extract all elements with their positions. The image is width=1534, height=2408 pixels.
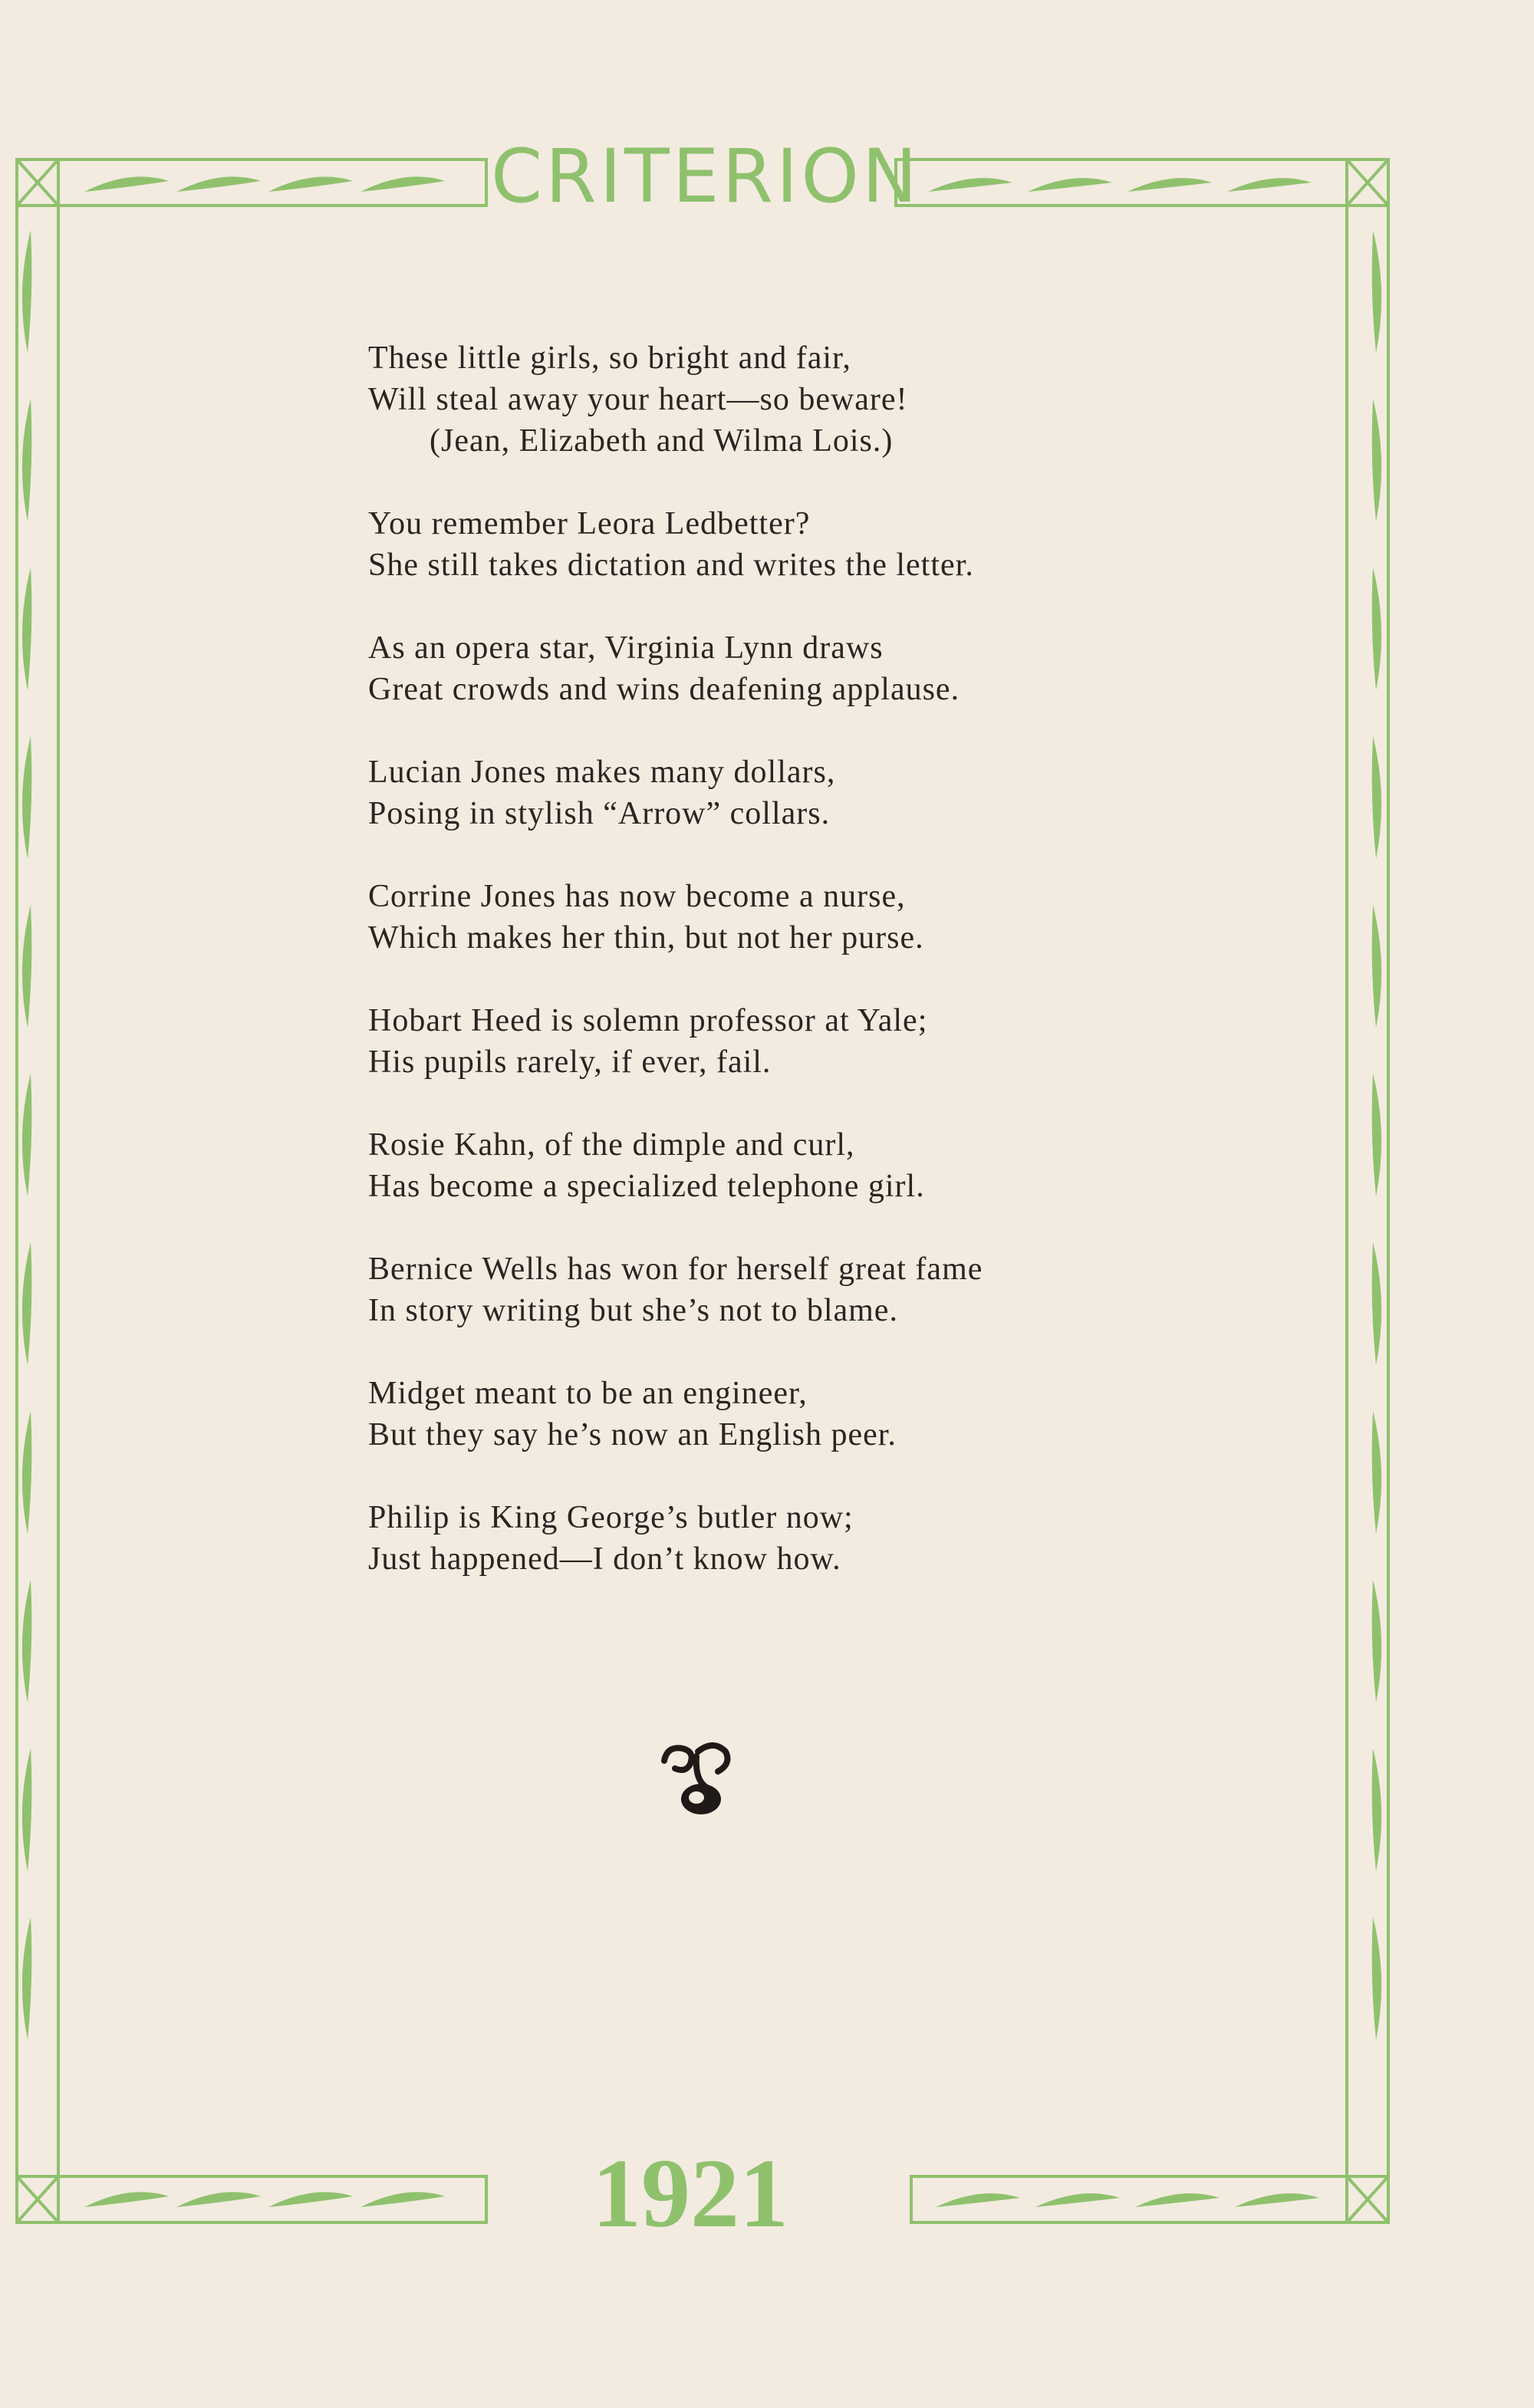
- poem-line: (Jean, Elizabeth and Wilma Lois.): [430, 423, 894, 459]
- stanza: [368, 1124, 1227, 1207]
- poem-line: In story writing but she’s not to blame.: [368, 1293, 898, 1328]
- poem-line: Rosie Kahn, of the dimple and curl,: [368, 1127, 855, 1163]
- poem-line: Philip is King George’s butler now;: [368, 1500, 854, 1535]
- stanza: [368, 337, 1227, 462]
- stanza: [368, 627, 1227, 710]
- poem-line: Posing in stylish “Arrow” collars.: [368, 796, 831, 831]
- poem-line: Midget meant to be an engineer,: [368, 1376, 808, 1411]
- stanza: [368, 1373, 1227, 1456]
- poem-line: But they say he’s now an English peer.: [368, 1417, 897, 1452]
- poem-line: She still takes dictation and writes the letter.: [368, 548, 974, 583]
- stanza: [368, 1497, 1227, 1580]
- poem-line: Bernice Wells has won for herself great fame: [368, 1252, 983, 1287]
- stanza: [368, 752, 1227, 834]
- poem: [368, 337, 1227, 1621]
- poem-line: Great crowds and wins deafening applause.: [368, 672, 960, 707]
- poem-line: Hobart Heed is solemn professor at Yale;: [368, 1003, 928, 1038]
- stanza: [368, 1248, 1227, 1331]
- stanza: [368, 503, 1227, 586]
- footer-year: 1921: [592, 2139, 788, 2248]
- poem-line: Lucian Jones makes many dollars,: [368, 755, 836, 790]
- page-title: CRITERION: [491, 133, 920, 219]
- poem-line: His pupils rarely, if ever, fail.: [368, 1044, 772, 1080]
- stanza: [368, 1000, 1227, 1083]
- poem-line: Will steal away your heart—so beware!: [368, 382, 908, 417]
- poem-line: These little girls, so bright and fair,: [368, 340, 851, 376]
- decorative-swash-icon: [652, 1733, 744, 1825]
- poem-line: Has become a specialized telephone girl.: [368, 1169, 925, 1204]
- poem-line: Which makes her thin, but not her purse.: [368, 920, 924, 956]
- poem-line: Corrine Jones has now become a nurse,: [368, 879, 906, 914]
- stanza: [368, 876, 1227, 959]
- poem-line: You remember Leora Ledbetter?: [368, 506, 811, 541]
- poem-line: As an opera star, Virginia Lynn draws: [368, 630, 884, 666]
- poem-line: Just happened—I don’t know how.: [368, 1541, 841, 1577]
